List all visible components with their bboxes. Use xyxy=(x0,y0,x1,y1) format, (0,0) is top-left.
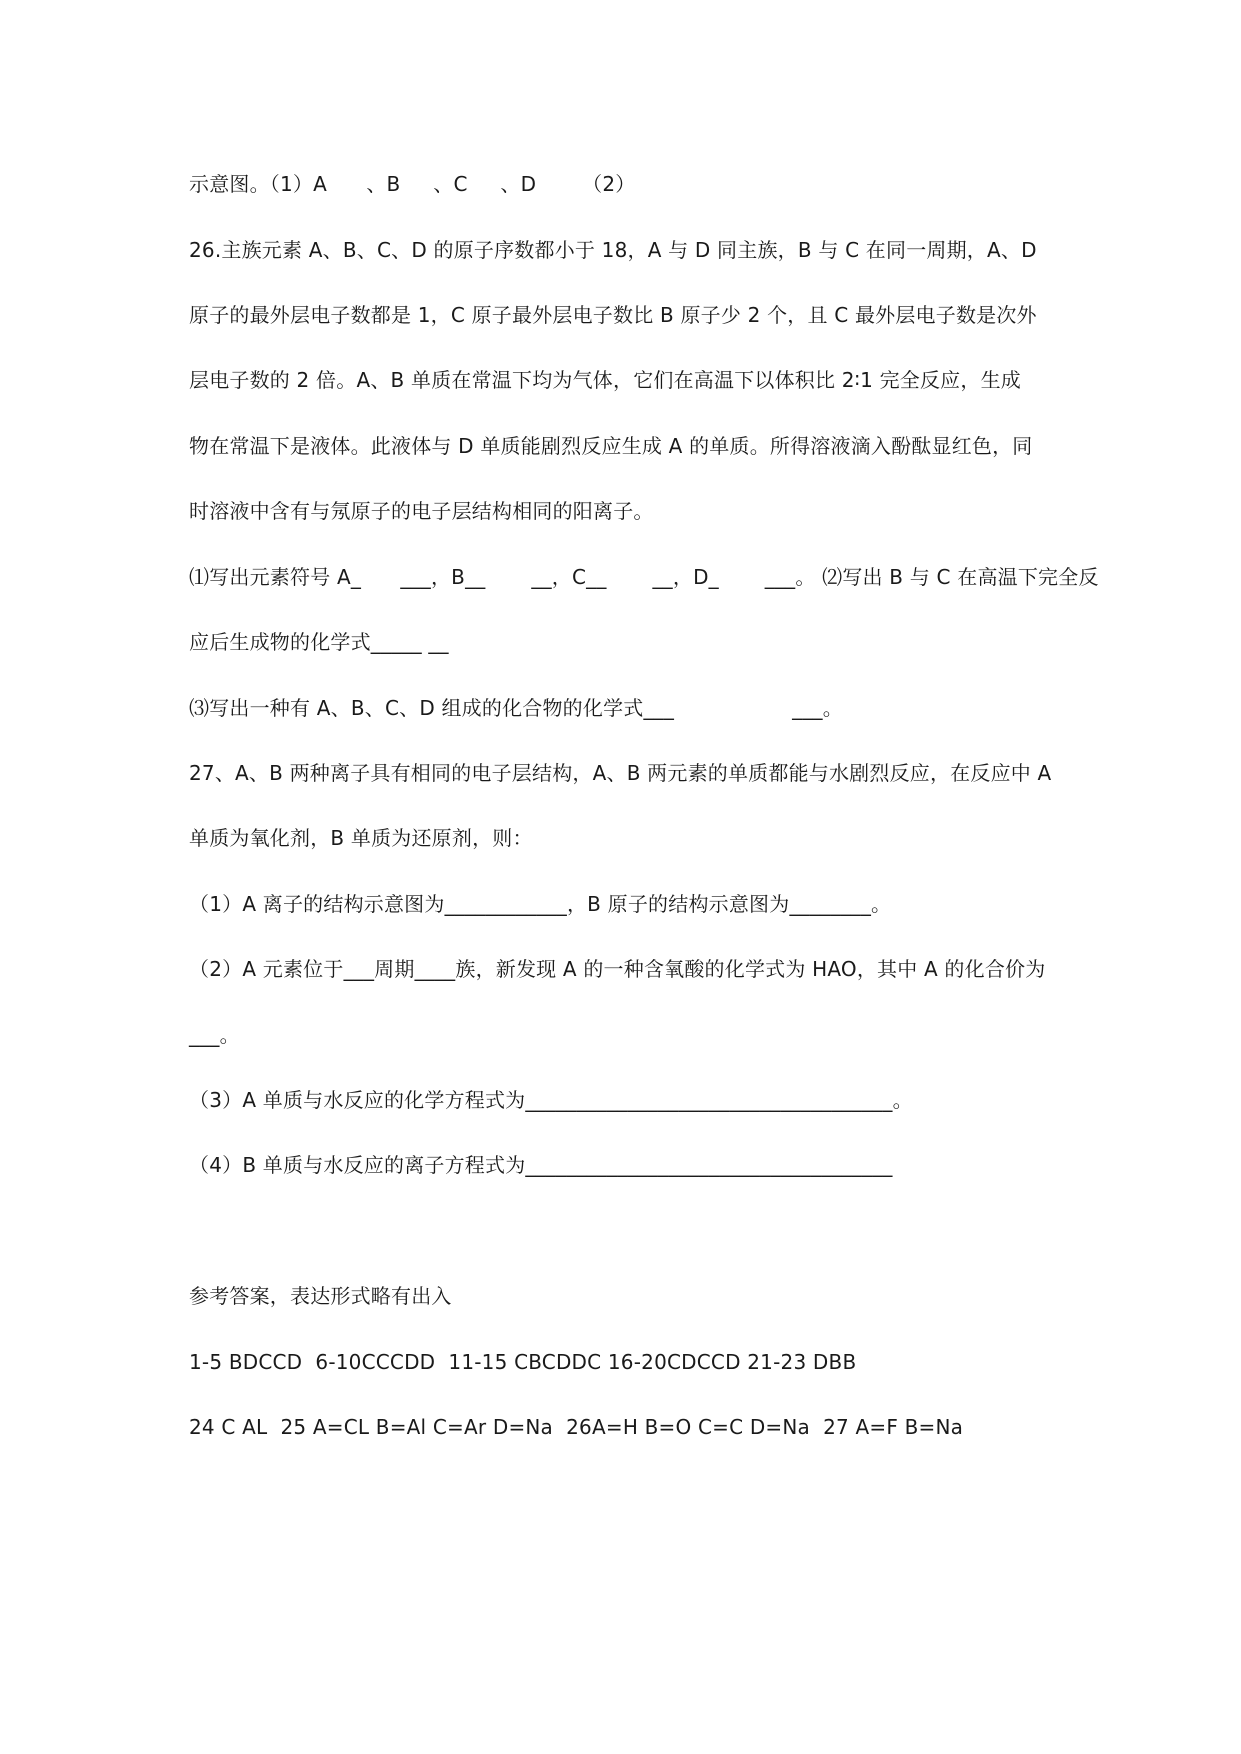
question-27-line-2: 单质为氧化剂，B 单质为还原剂，则： xyxy=(189,826,533,850)
question-27-line-1: 27、A、B 两种离子具有相同的电子层结构，A、B 两元素的单质都能与水剧烈反应，在反应中 A xyxy=(189,761,1052,785)
question-27-part-3: （3）A 单质与水反应的化学方程式为____________________________________。 xyxy=(189,1088,913,1112)
question-26-part-3: ⑶写出一种有 A、B、C、D 组成的化合物的化学式___ ___。 xyxy=(189,696,843,720)
question-26-line-5: 时溶液中含有与氖原子的电子层结构相同的阳离子。 xyxy=(189,499,654,523)
question-26-line-2: 原子的最外层电子数都是 1，C 原子最外层电子数比 B 原子少 2 个，且 C 最外层电子数是次外 xyxy=(189,303,1037,327)
answer-key-elements: 24 C AL 25 A=CL B=Al C=Ar D=Na 26A=H B=O C=C D=Na 27 A=F B=Na xyxy=(189,1415,964,1439)
question-26-line-1: 26.主族元素 A、B、C、D 的原子序数都小于 18，A 与 D 同主族，B 与 C 在同一周期，A、D xyxy=(189,238,1037,262)
text-line-schematic-answers: 示意图。（1）A 、B 、C 、D （2） xyxy=(189,172,636,196)
question-27-part-2-cont: ___。 xyxy=(189,1023,240,1047)
question-26-part-2-cont: 应后生成物的化学式_____ __ xyxy=(189,630,449,654)
question-27-part-2: （2）A 元素位于___周期____族，新发现 A 的一种含氧酸的化学式为 HAO，其中 A 的化合价为 xyxy=(189,957,1046,981)
answer-key-choices: 1-5 BDCCD 6-10CCCDD 11-15 CBCDDC 16-20CDCCD 21-23 DBB xyxy=(189,1350,857,1374)
question-27-part-1: （1）A 离子的结构示意图为____________，B 原子的结构示意图为________。 xyxy=(189,892,892,916)
question-26-line-3: 层电子数的 2 倍。A、B 单质在常温下均为气体，它们在高温下以体积比 2∶1 完全反应，生成 xyxy=(189,368,1021,392)
answer-key-heading: 参考答案，表达形式略有出入 xyxy=(189,1284,452,1308)
question-26-line-4: 物在常温下是液体。此液体与 D 单质能剧烈反应生成 A 的单质。所得溶液滴入酚酞显红色，同 xyxy=(189,434,1033,458)
question-27-part-4: （4）B 单质与水反应的离子方程式为____________________________________ xyxy=(189,1153,893,1177)
question-26-part-1: ⑴写出元素符号 A_ ___，B__ __，C__ __，D_ ___。 ⑵写出 B 与 C 在高温下完全反 xyxy=(189,565,1099,589)
